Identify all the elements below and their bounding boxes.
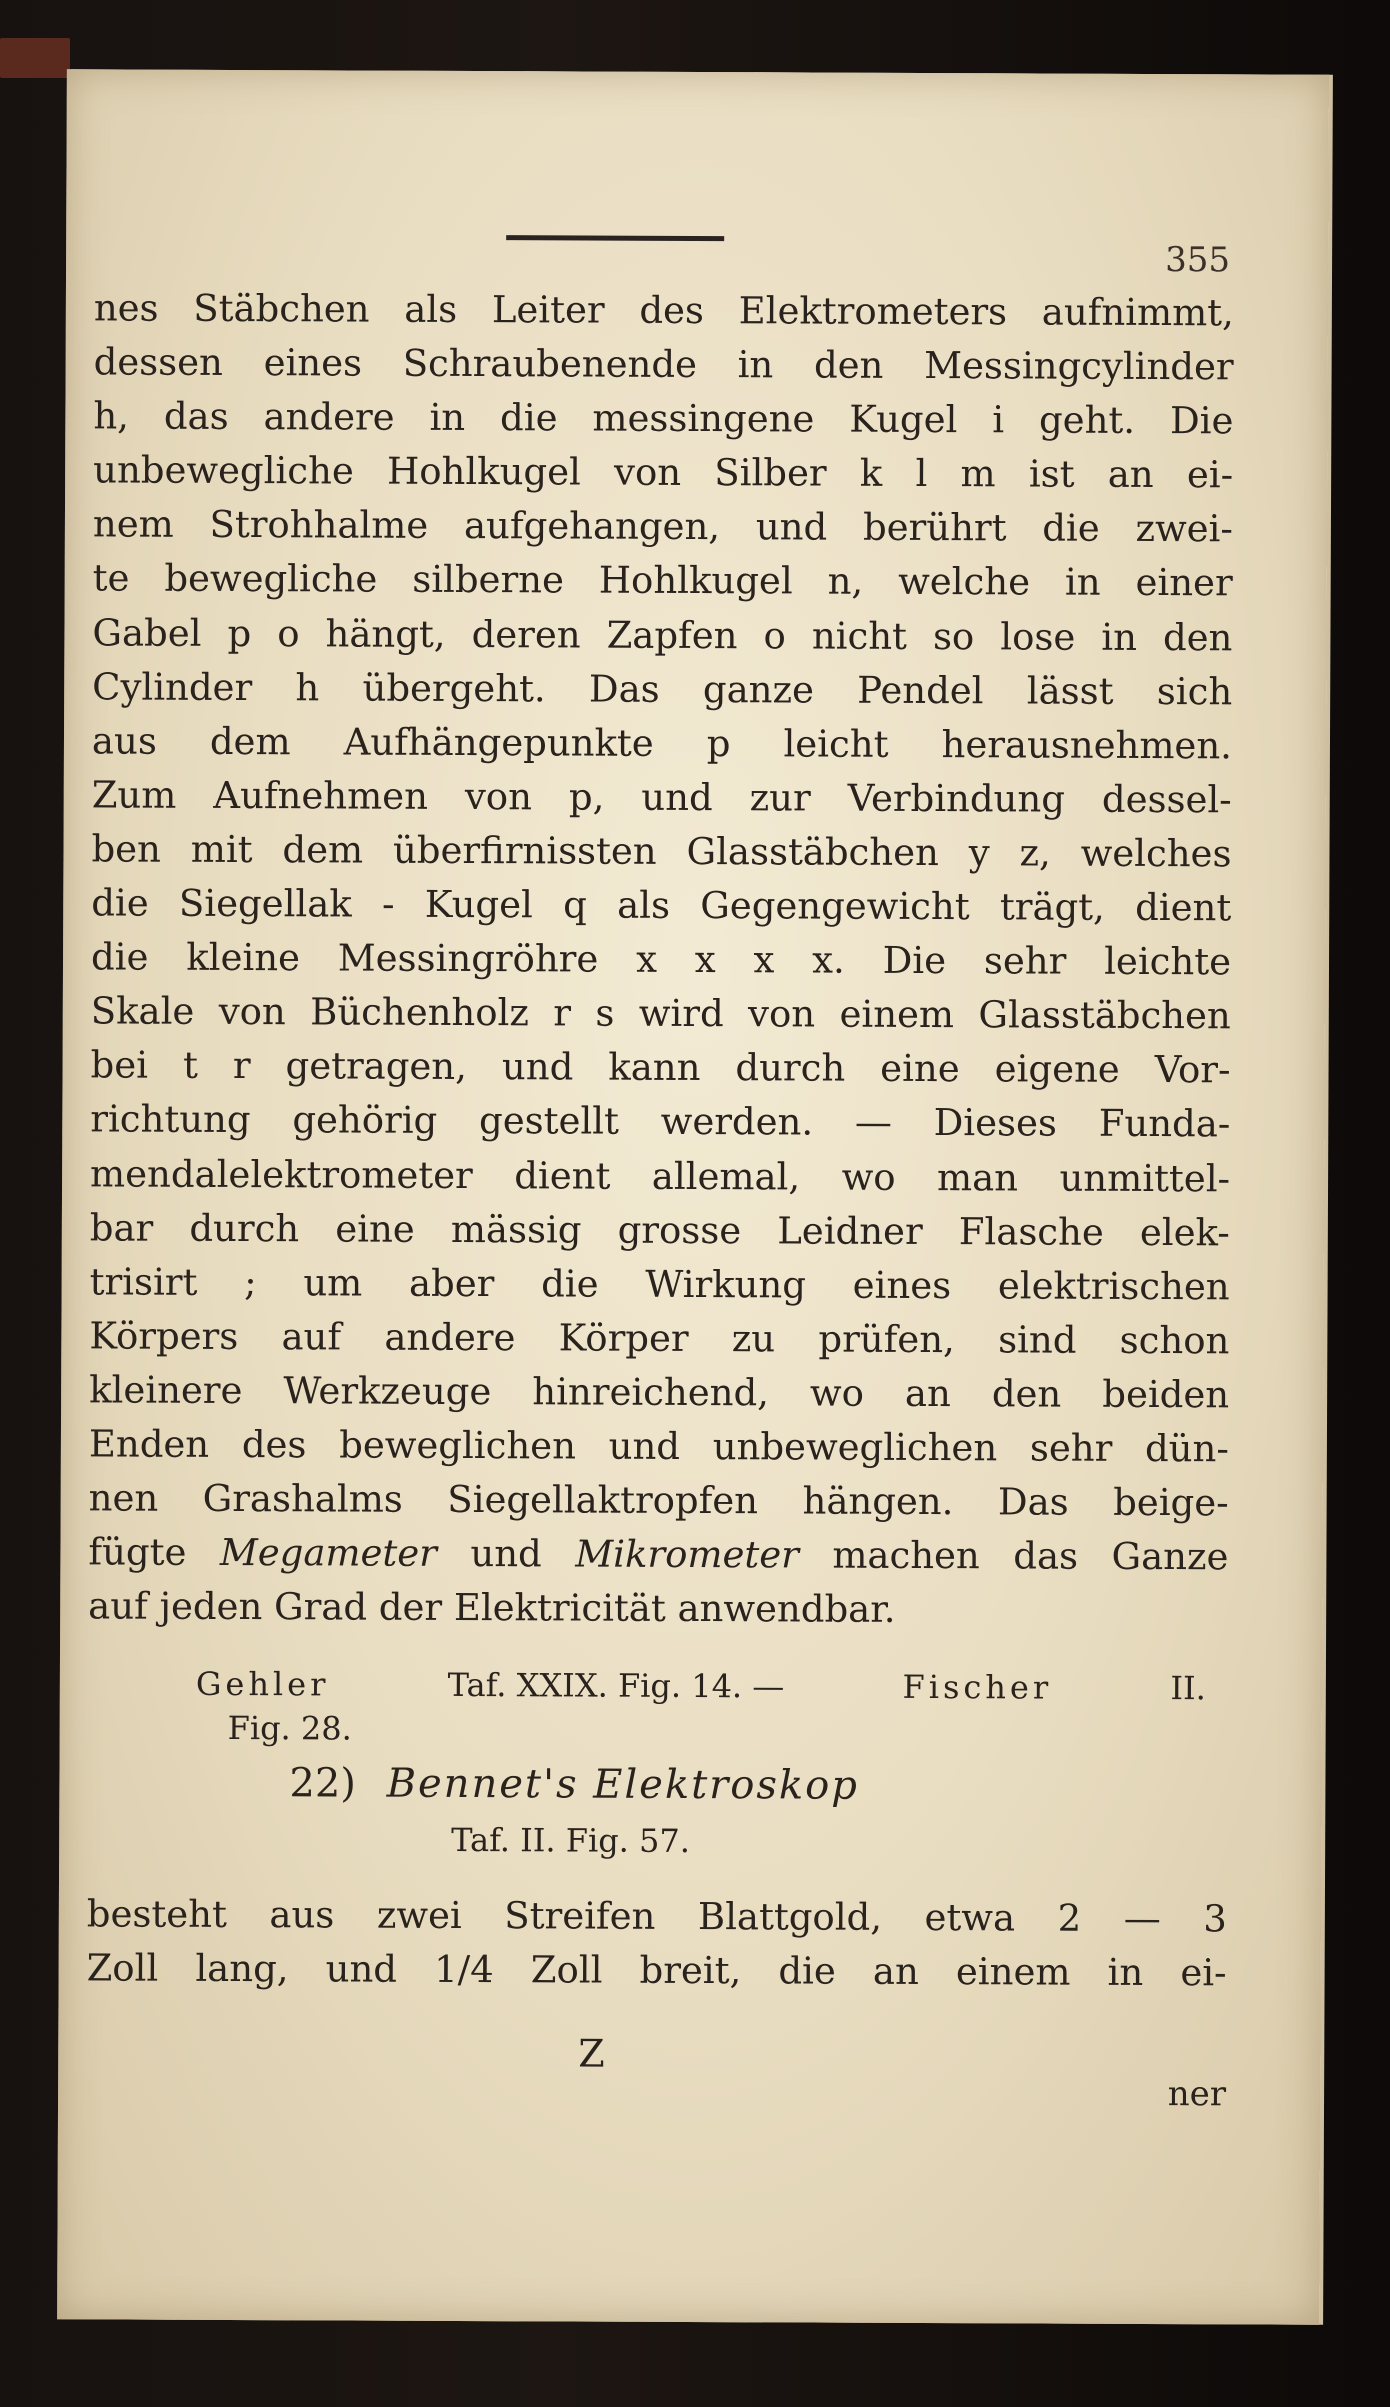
reference-row <box>196 1662 1206 1710</box>
text-line: Cylinder h übergeht. Das ganze Pendel lässt sich <box>92 665 1233 714</box>
section-title: Bennet's Elektroskop <box>386 1760 859 1809</box>
header-rule <box>506 235 724 241</box>
page-number: 355 <box>1165 240 1231 281</box>
text-line: Enden des beweglichen und unbeweglichen sehr dün- <box>88 1422 1230 1471</box>
text-fragment: fügte <box>88 1530 221 1575</box>
text-fragment: machen das Ganze <box>798 1533 1229 1579</box>
text-line: Gabel p o hängt, deren Zapfen o nicht so lose in den <box>92 610 1233 659</box>
reference-detail: Taf. XXIX. Fig. 14. — <box>447 1665 785 1706</box>
text-line: besteht aus zwei Streifen Blattgold, etwa 2 — 3 <box>86 1892 1227 1941</box>
text-line: Körpers auf andere Körper zu prüfen, sind schon <box>89 1314 1230 1363</box>
text-line: Zoll lang, und 1/4 Zoll breit, die an einem in ei- <box>86 1946 1227 1995</box>
reference-figure: Fig. 28. <box>227 1708 352 1748</box>
text-line: unbewegliche Hohlkugel von Silber k l m ist an ei- <box>93 448 1234 497</box>
reference-author: Gehler <box>195 1664 330 1704</box>
book-cover-edge <box>0 38 70 78</box>
text-line: Zum Aufnehmen von p, und zur Verbindung dessel- <box>91 773 1232 822</box>
text-line: nem Strohhalme aufgehangen, und berührt die zwei- <box>92 502 1234 551</box>
reference-detail: II. <box>1170 1669 1206 1708</box>
text-line: aus dem Aufhängepunkte p leicht herausnehmen. <box>91 719 1233 768</box>
main-paragraph <box>88 281 1234 1638</box>
text-line: Skale von Büchenholz r s wird von einem Glasstäbchen <box>90 989 1231 1038</box>
text-line: nen Grashalms Siegellaktropfen hängen. Das beige- <box>88 1476 1229 1525</box>
text-line: die Siegellak - Kugel q als Gegengewicht trägt, dient <box>91 881 1232 930</box>
text-line: nes Stäbchen als Leiter des Elektrometers aufnimmt, <box>93 286 1234 335</box>
text-line: richtung gehörig gestellt werden. — Dieses Funda- <box>90 1097 1231 1146</box>
text-line: ben mit dem überfirnissten Glasstäbchen y z, welches <box>91 827 1232 876</box>
text-line: trisirt ; um aber die Wirkung eines elektrischen <box>89 1260 1230 1309</box>
term-mikrometer: Mikrometer <box>575 1532 799 1577</box>
reference-author: Fischer <box>902 1667 1053 1707</box>
text-line: kleinere Werkzeuge hinreichend, wo an den beiden <box>89 1368 1230 1417</box>
text-line: bei t r getragen, und kann durch eine eigene Vor- <box>90 1043 1231 1092</box>
catchword: ner <box>1167 2074 1227 2115</box>
text-fragment: und <box>436 1532 576 1576</box>
text-line: auf jeden Grad der Elektricität anwendbar. <box>88 1584 896 1632</box>
term-megameter: Megameter <box>219 1531 438 1576</box>
text-line: die kleine Messingröhre x x x x. Die sehr leichte <box>90 935 1232 984</box>
text-line: h, das andere in die messingene Kugel i geht. Die <box>93 394 1234 443</box>
text-line-italic-terms <box>88 1526 1228 1585</box>
text-line: dessen eines Schraubenende in den Messingcylinder <box>93 340 1234 389</box>
text-line: bar durch eine mässig grosse Leidner Flasche elek- <box>89 1205 1230 1254</box>
bibliographic-reference <box>196 1662 1206 1754</box>
section-plate-reference: Taf. II. Fig. 57. <box>451 1820 691 1860</box>
text-line: te bewegliche silberne Hohlkugel n, welche in einer <box>92 556 1233 605</box>
section-heading <box>289 1760 859 1808</box>
section-paragraph <box>87 1887 1227 2000</box>
text-line: mendalelektrometer dient allemal, wo man unmittel- <box>90 1151 1231 1200</box>
section-number: 22) <box>289 1760 357 1807</box>
book-page <box>57 69 1329 2324</box>
signature-mark: Z <box>578 2031 605 2076</box>
